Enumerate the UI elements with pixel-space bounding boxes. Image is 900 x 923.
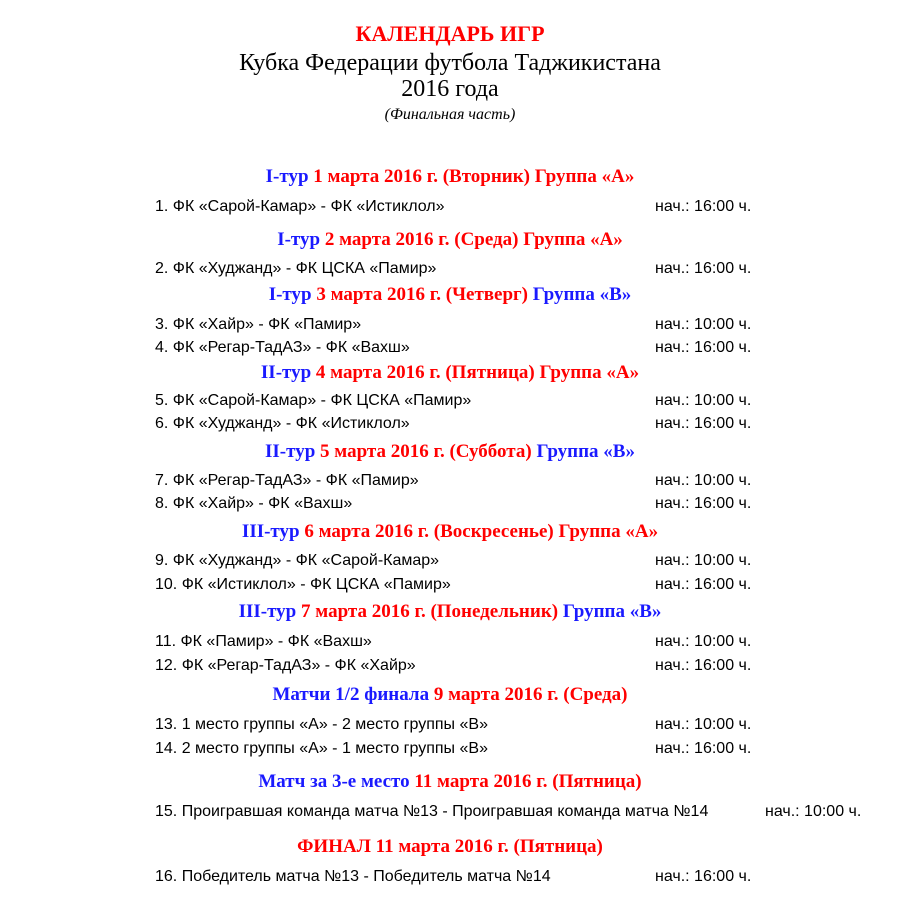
match-row xyxy=(155,338,875,358)
match-time: нач.: 10:00 ч. xyxy=(655,552,752,569)
page-subtitle: Кубка Федерации футбола Таджикистана xyxy=(239,50,661,76)
match-row xyxy=(155,867,875,887)
round-label: II-тур xyxy=(265,441,316,462)
match-time: нач.: 10:00 ч. xyxy=(655,472,752,489)
round-heading xyxy=(0,771,900,793)
match-time: нач.: 10:00 ч. xyxy=(655,316,752,333)
match-teams: 16. Победитель матча №13 - Победитель матча №14 xyxy=(155,868,551,885)
final-heading xyxy=(0,836,900,858)
match-teams: 9. ФК «Худжанд» - ФК «Сарой-Камар» xyxy=(155,552,440,569)
page-subtitle-year: 2016 года xyxy=(401,76,499,102)
round-label: III-тур xyxy=(241,521,300,542)
match-row xyxy=(155,197,875,217)
match-time: нач.: 10:00 ч. xyxy=(765,803,862,820)
match-time: нач.: 10:00 ч. xyxy=(655,633,752,650)
round-date: 5 марта 2016 г. (Суббота) xyxy=(315,441,532,462)
match-row xyxy=(155,414,875,434)
match-row xyxy=(155,494,875,514)
round-date: 11 марта 2016 г. (Пятница) xyxy=(409,771,642,792)
round-label: Матчи 1/2 финала xyxy=(272,684,430,705)
match-teams: 15. Проигравшая команда матча №13 - Проигравшая команда матча №14 xyxy=(155,803,709,820)
match-row xyxy=(155,656,875,676)
match-row xyxy=(155,739,875,759)
match-teams: 13. 1 место группы «А» - 2 место группы «В» xyxy=(155,716,488,733)
match-time: нач.: 16:00 ч. xyxy=(655,868,752,885)
round-heading xyxy=(0,166,900,188)
round-date: 7 марта 2016 г. (Понедельник) xyxy=(296,601,559,622)
round-date: 6 марта 2016 г. (Воскресенье) xyxy=(299,521,554,542)
round-label: Матч за 3-е место xyxy=(258,771,410,792)
round-date: 1 марта 2016 г. (Вторник) xyxy=(308,166,531,187)
round-label: I-тур xyxy=(268,284,312,305)
round-heading xyxy=(0,521,900,543)
match-teams: 4. ФК «Регар-ТадАЗ» - ФК «Вахш» xyxy=(155,339,410,356)
match-row xyxy=(155,315,875,335)
round-heading xyxy=(0,362,900,384)
match-time: нач.: 16:00 ч. xyxy=(655,260,752,277)
round-date: 9 марта 2016 г. (Среда) xyxy=(429,684,628,705)
round-label: I-тур xyxy=(265,166,309,187)
match-teams: 12. ФК «Регар-ТадАЗ» - ФК «Хайр» xyxy=(155,657,416,674)
round-label: II-тур xyxy=(260,362,312,383)
match-row xyxy=(155,575,875,595)
match-teams: 2. ФК «Худжанд» - ФК ЦСКА «Памир» xyxy=(155,260,437,277)
round-group: Группа «В» xyxy=(558,601,662,622)
match-time: нач.: 16:00 ч. xyxy=(655,657,752,674)
match-time: нач.: 16:00 ч. xyxy=(655,576,752,593)
round-heading xyxy=(0,601,900,623)
match-time: нач.: 10:00 ч. xyxy=(655,716,752,733)
match-teams: 5. ФК «Сарой-Камар» - ФК ЦСКА «Памир» xyxy=(155,392,472,409)
page-note: (Финальная часть) xyxy=(384,106,516,123)
match-time: нач.: 16:00 ч. xyxy=(655,740,752,757)
match-row xyxy=(155,715,875,735)
round-group: Группа «А» xyxy=(530,166,635,187)
match-teams: 1. ФК «Сарой-Камар» - ФК «Истиклол» xyxy=(155,198,445,215)
match-time: нач.: 16:00 ч. xyxy=(655,495,752,512)
match-row xyxy=(155,802,875,822)
round-label: III-тур xyxy=(238,601,297,622)
match-row xyxy=(155,632,875,652)
match-time: нач.: 16:00 ч. xyxy=(655,198,752,215)
match-row xyxy=(155,551,875,571)
match-time: нач.: 16:00 ч. xyxy=(655,339,752,356)
round-heading xyxy=(0,229,900,251)
match-teams: 3. ФК «Хайр» - ФК «Памир» xyxy=(155,316,362,333)
round-group: Группа «А» xyxy=(518,229,623,250)
match-teams: 14. 2 место группы «А» - 1 место группы «В» xyxy=(155,740,488,757)
round-heading xyxy=(0,441,900,463)
match-row xyxy=(155,471,875,491)
match-row xyxy=(155,391,875,411)
match-teams: 6. ФК «Худжанд» - ФК «Истиклол» xyxy=(155,415,410,432)
round-label: I-тур xyxy=(277,229,321,250)
match-time: нач.: 10:00 ч. xyxy=(655,392,752,409)
round-group: Группа «А» xyxy=(534,362,640,383)
round-heading xyxy=(0,284,900,306)
match-row xyxy=(155,259,875,279)
page-title: КАЛЕНДАРЬ ИГР xyxy=(355,21,545,46)
match-teams: 7. ФК «Регар-ТадАЗ» - ФК «Памир» xyxy=(155,472,419,489)
round-date: 2 марта 2016 г. (Среда) xyxy=(320,229,519,250)
match-teams: 10. ФК «Истиклол» - ФК ЦСКА «Памир» xyxy=(155,576,451,593)
round-group: Группа «В» xyxy=(528,284,632,305)
match-teams: 8. ФК «Хайр» - ФК «Вахш» xyxy=(155,495,353,512)
round-date: 4 марта 2016 г. (Пятница) xyxy=(311,362,535,383)
round-heading xyxy=(0,684,900,706)
match-teams: 11. ФК «Памир» - ФК «Вахш» xyxy=(155,633,372,650)
round-group: Группа «В» xyxy=(531,441,635,462)
round-date: ФИНАЛ 11 марта 2016 г. (Пятница) xyxy=(297,836,603,857)
round-date: 3 марта 2016 г. (Четверг) xyxy=(311,284,529,305)
match-time: нач.: 16:00 ч. xyxy=(655,415,752,432)
round-group: Группа «А» xyxy=(553,521,659,542)
